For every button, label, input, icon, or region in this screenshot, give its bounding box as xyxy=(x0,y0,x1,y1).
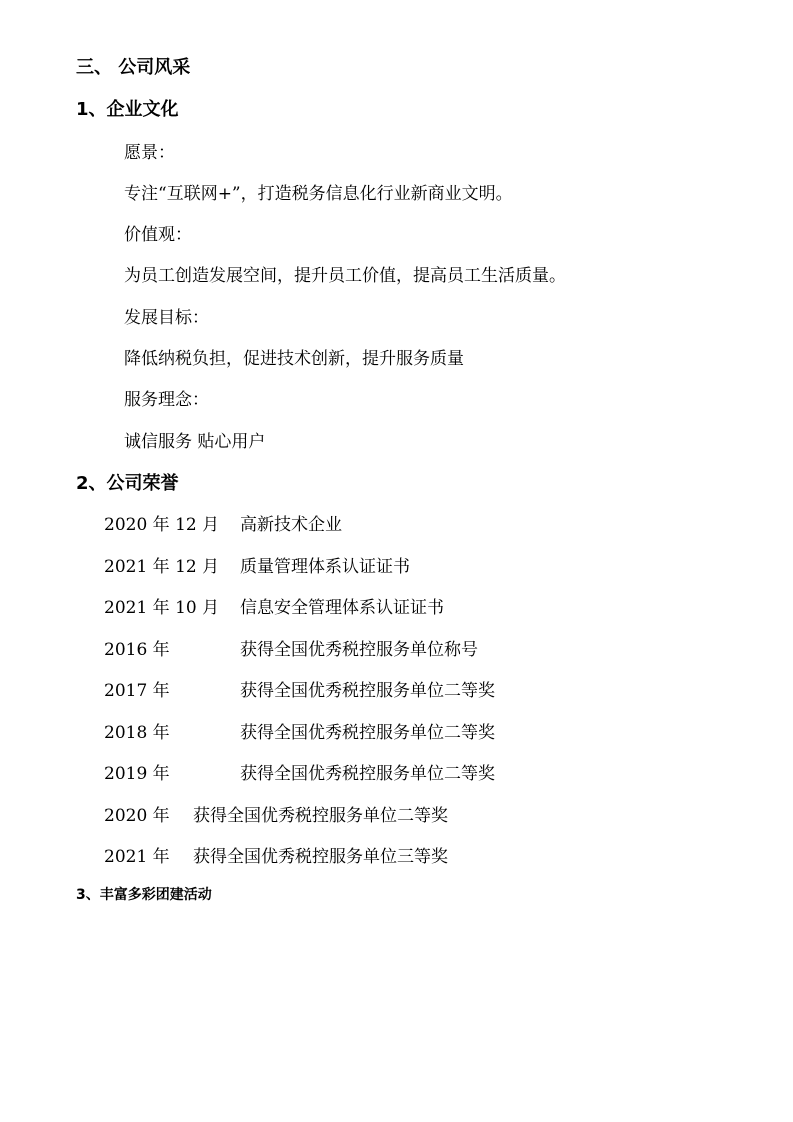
honor-date: 2017 年 xyxy=(104,681,170,701)
vision-label: 愿景： xyxy=(124,143,175,163)
honor-title: 获得全国优秀税控服务单位三等奖 xyxy=(193,847,448,867)
service-label: 服务理念： xyxy=(124,390,209,410)
honor-date: 2016 年 xyxy=(104,640,170,660)
honor-title: 获得全国优秀税控服务单位二等奖 xyxy=(240,681,495,701)
values-text: 为员工创造发展空间，提升员工价值，提高员工生活质量。 xyxy=(124,266,566,286)
honor-title: 获得全国优秀税控服务单位二等奖 xyxy=(240,723,495,743)
values-label: 价值观： xyxy=(124,225,192,245)
goal-label: 发展目标： xyxy=(124,308,209,328)
honor-date: 2021 年 10 月 xyxy=(104,598,220,618)
honor-title: 高新技术企业 xyxy=(240,515,342,535)
honor-title: 质量管理体系认证证书 xyxy=(240,557,410,577)
honors-heading: 2、公司荣誉 xyxy=(76,473,179,494)
honor-title: 获得全国优秀税控服务单位二等奖 xyxy=(193,806,448,826)
honor-title: 获得全国优秀税控服务单位称号 xyxy=(240,640,478,660)
honor-date: 2020 年 xyxy=(104,806,170,826)
honor-date: 2021 年 xyxy=(104,847,170,867)
honor-date: 2020 年 12 月 xyxy=(104,515,220,535)
honor-title: 获得全国优秀税控服务单位二等奖 xyxy=(240,764,495,784)
honor-date: 2019 年 xyxy=(104,764,170,784)
section-title: 三、 公司风采 xyxy=(76,57,191,78)
honor-title: 信息安全管理体系认证证书 xyxy=(240,598,444,618)
goal-text: 降低纳税负担，促进技术创新，提升服务质量 xyxy=(124,349,464,369)
service-text: 诚信服务 贴心用户 xyxy=(124,432,266,452)
honor-date: 2021 年 12 月 xyxy=(104,557,220,577)
activities-heading: 3、丰富多彩团建活动 xyxy=(76,887,212,903)
culture-heading: 1、企业文化 xyxy=(76,99,179,120)
vision-text: 专注“互联网+”，打造税务信息化行业新商业文明。 xyxy=(124,184,513,204)
honor-date: 2018 年 xyxy=(104,723,170,743)
